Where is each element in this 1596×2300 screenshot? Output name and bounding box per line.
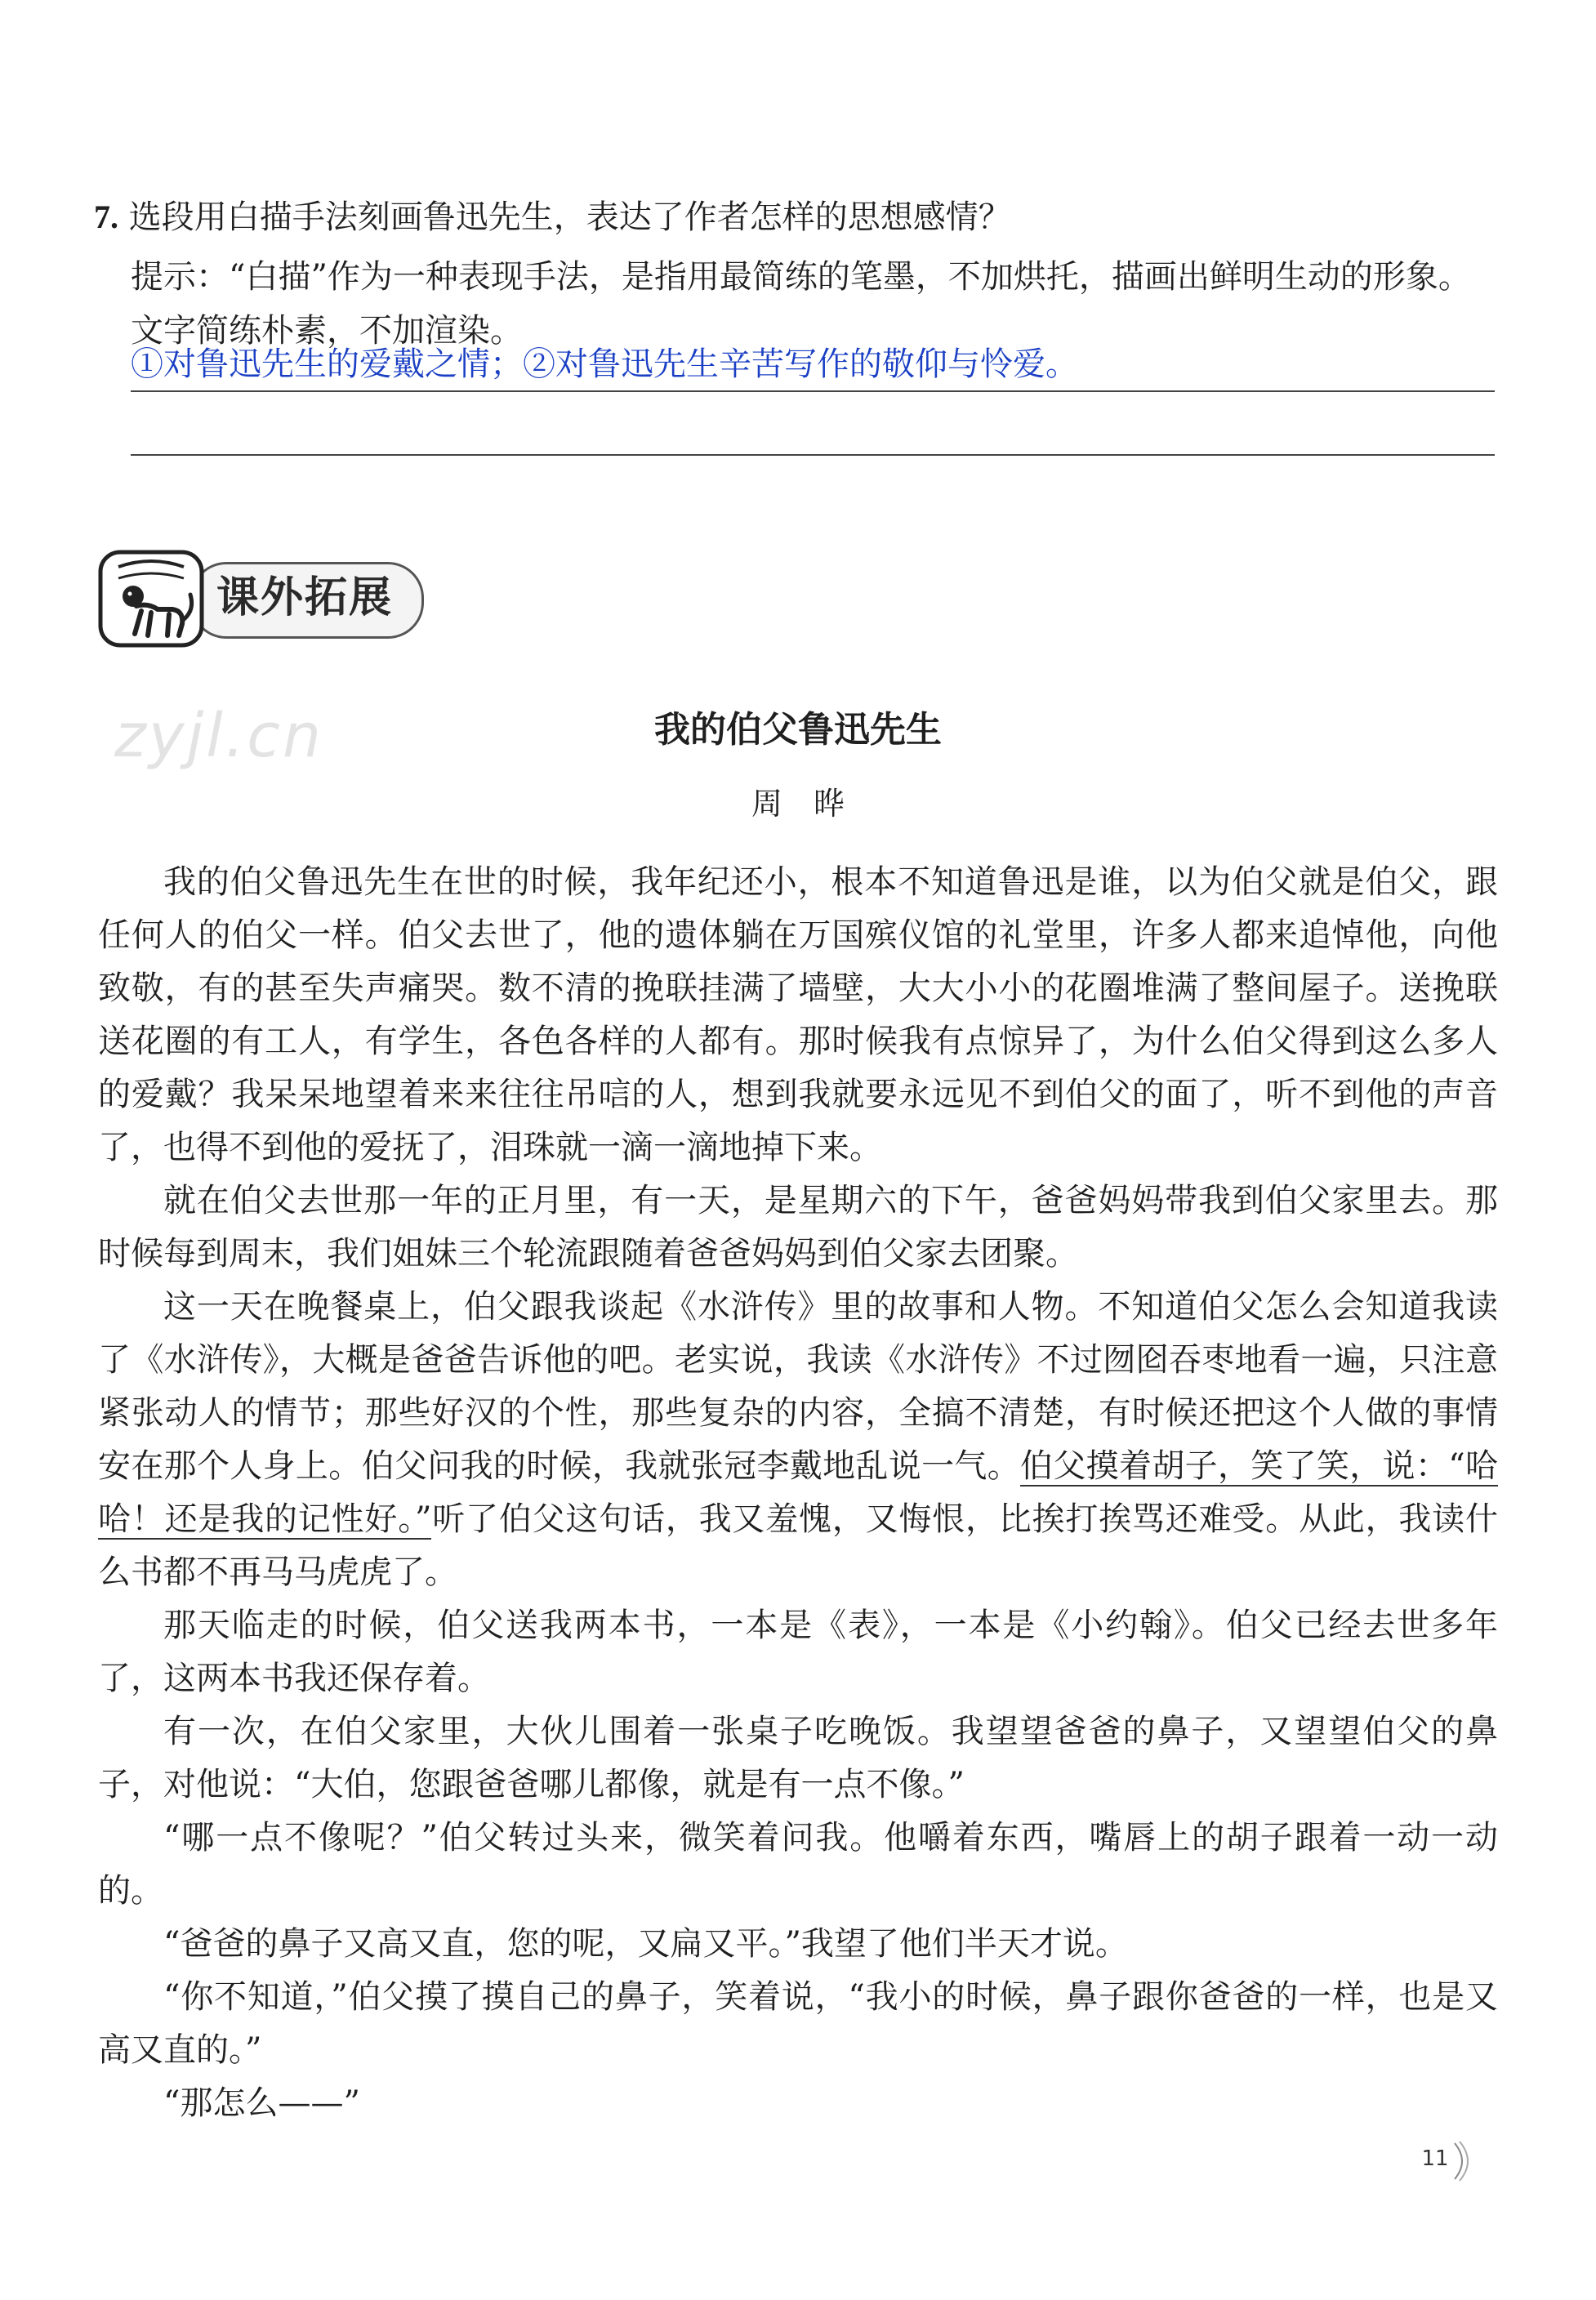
page-number-text: 11: [1421, 2146, 1449, 2171]
article-author: 周 晔: [751, 786, 845, 822]
underlined-sentence: 伯父摸着胡子，笑了笑，说：“哈哈！还是我的记性好。”: [98, 1447, 1498, 1538]
section-header: [94, 546, 429, 652]
article-title: 我的伯父鲁迅先生: [654, 709, 942, 751]
page-number: [1417, 2138, 1474, 2184]
monkey-icon: [94, 546, 208, 652]
article-body: [98, 856, 1498, 2130]
article-paragraph: “爸爸的鼻子又高又直，您的呢，又扁又平。”我望了他们半天才说。: [163, 1925, 1128, 1963]
answer-line-1: [131, 390, 1495, 392]
question-7: [94, 194, 1011, 240]
paragraph-text: 这一天在晚餐桌上，伯父跟我谈起《水浒传》里的故事和人物。不知道伯父怎么会知道我读了《水浒传》，大概是爸爸告诉他的吧。老实说，我读《水浒传》不过囫囵吞枣地看一遍，只注意紧张动人的情节；那些好汉的个性，那些复杂的内容，全搞不清楚，有时候还把这个人做的事情安在那个人身上。伯父问我的时候，我就张冠李戴地乱说一气。: [98, 1288, 1498, 1485]
article-paragraph: 那天临走的时候，伯父送我两本书，一本是《表》，一本是《小约翰》。伯父已经去世多年了，这两本书我还保存着。: [98, 1607, 1498, 1697]
question-text: 选段用白描手法刻画鲁迅先生，表达了作者怎样的思想感情？: [128, 198, 1011, 236]
article-paragraph: “你不知道，”伯父摸了摸自己的鼻子，笑着说，“我小的时候，鼻子跟你爸爸的一样，也是又高又直的。”: [98, 1978, 1498, 2069]
question-hint: 提示：“白描”作为一种表现手法，是指用最简练的笔墨，不加烘托，描画出鲜明生动的形象。文字简练朴素，不加渲染。: [131, 258, 1471, 350]
watermark: zyjl.cn: [114, 701, 323, 771]
question-number: 7.: [94, 198, 118, 235]
article-paragraph: “哪一点不像呢？”伯父转过头来，微笑着问我。他嚼着东西，嘴唇上的胡子跟着一动一动的。: [98, 1819, 1498, 1910]
article-paragraph: [98, 1281, 1498, 1599]
section-title: 课外拓展: [216, 573, 394, 622]
article-paragraph: 我的伯父鲁迅先生在世的时候，我年纪还小，根本不知道鲁迅是谁，以为伯父就是伯父，跟任何人的伯父一样。伯父去世了，他的遗体躺在万国殡仪馆的礼堂里，许多人都来追悼他，向他致敬，有的甚至失声痛哭。数不清的挽联挂满了墙壁，大大小小的花圈堆满了整间屋子。送挽联送花圈的有工人，有学生，各色各样的人都有。那时候我有点惊异了，为什么伯父得到这么多人的爱戴？我呆呆地望着来来往往吊唁的人，想到我就要永远见不到伯父的面了，听不到他的声音了，也得不到他的爱抚了，泪珠就一滴一滴地掉下来。: [98, 863, 1498, 1166]
article-paragraph: “那怎么——”: [163, 2084, 360, 2122]
article-paragraph: 就在伯父去世那一年的正月里，有一天，是星期六的下午，爸爸妈妈带我到伯父家里去。那时候每到周末，我们姐妹三个轮流跟随着爸爸妈妈到伯父家去团聚。: [98, 1182, 1498, 1273]
article-paragraph: 有一次，在伯父家里，大伙儿围着一张桌子吃晚饭。我望望爸爸的鼻子，又望望伯父的鼻子，对他说：“大伯，您跟爸爸哪儿都像，就是有一点不像。”: [98, 1713, 1498, 1803]
question-answer: ①对鲁迅先生的爱戴之情；②对鲁迅先生辛苦写作的敬仰与怜爱。: [131, 345, 1078, 383]
answer-line-2: [131, 454, 1495, 456]
paragraph-text: 听了伯父这句话，我又羞愧，又悔恨，比挨打挨骂还难受。从此，我读什么书都不再马马虎虎了。: [98, 1500, 1498, 1591]
